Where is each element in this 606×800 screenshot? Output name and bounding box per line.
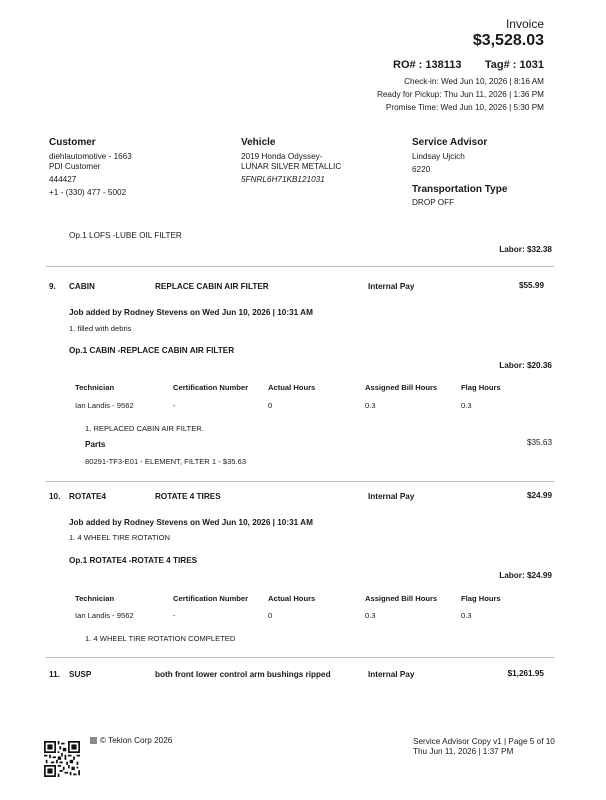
customer-label: Customer: [49, 137, 96, 148]
advisor-label: Service Advisor: [412, 137, 488, 148]
job-note: 1. filled with debris: [69, 324, 132, 333]
qr-code-icon: [44, 741, 80, 777]
transport-label: Transportation Type: [412, 184, 508, 195]
copyright-text: © Tekion Corp 2026: [100, 736, 173, 745]
tekion-logo-icon: [90, 737, 97, 744]
ro-number: RO# : 138113: [393, 59, 462, 71]
job-completed-note: 1. 4 WHEEL TIRE ROTATION COMPLETED: [85, 634, 236, 643]
tech-header-actual: Actual Hours: [268, 594, 316, 603]
tech-header-flag: Flag Hours: [461, 594, 501, 603]
parts-total: $35.63: [526, 438, 552, 447]
job-description: REPLACE CABIN AIR FILTER: [155, 282, 269, 291]
vehicle-vin: 5FNRL6H71KB121031: [241, 175, 325, 184]
customer-type: PDI Customer: [49, 162, 101, 171]
divider: [46, 481, 554, 482]
vehicle-model: 2019 Honda Odyssey-: [241, 152, 323, 161]
customer-id: 444427: [49, 175, 77, 184]
job-amount: $24.99: [526, 491, 552, 500]
job-completed-note: 1. REPLACED CABIN AIR FILTER.: [85, 424, 204, 433]
tech-header-technician: Technician: [75, 594, 115, 603]
tech-bill: 0.3: [365, 401, 376, 410]
invoice-total: $3,528.03: [472, 32, 544, 49]
job-code: SUSP: [69, 670, 92, 679]
customer-phone: +1 - (330) 477 - 5002: [49, 188, 127, 197]
op-lofs-title: Op.1 LOFS -LUBE OIL FILTER: [69, 231, 182, 240]
tech-header-cert: Certification Number: [173, 383, 249, 392]
op-labor: Labor: $24.99: [499, 571, 552, 580]
invoice-title: Invoice: [505, 17, 544, 31]
checkin-time: Check-in: Wed Jun 10, 2026 | 8:16 AM: [404, 77, 544, 86]
divider: [46, 266, 554, 267]
job-description: ROTATE 4 TIRES: [155, 492, 221, 501]
op-title: Op.1 CABIN -REPLACE CABIN AIR FILTER: [69, 346, 235, 355]
vehicle-color: LUNAR SILVER METALLIC: [241, 162, 342, 171]
tech-header-bill: Assigned Bill Hours: [365, 594, 438, 603]
job-number: 11.: [49, 670, 60, 679]
tech-flag: 0.3: [461, 401, 472, 410]
job-amount: $1,261.95: [507, 669, 544, 678]
ready-time: Ready for Pickup: Thu Jun 11, 2026 | 1:36 PM: [376, 90, 544, 99]
job-note: 1. 4 WHEEL TIRE ROTATION: [69, 533, 170, 542]
job-description: both front lower control arm bushings ripped: [155, 670, 331, 679]
tech-header-bill: Assigned Bill Hours: [365, 383, 438, 392]
tech-header-actual: Actual Hours: [268, 383, 316, 392]
tech-name: Ian Landis - 9562: [75, 611, 134, 620]
transport-value: DROP OFF: [412, 198, 455, 207]
printed-time: Thu Jun 11, 2026 | 1:37 PM: [413, 747, 514, 756]
tech-flag: 0.3: [461, 611, 472, 620]
job-pay-type: Internal Pay: [368, 492, 415, 501]
job-amount: $55.99: [518, 281, 544, 290]
tech-header-technician: Technician: [75, 383, 115, 392]
promise-time: Promise Time: Wed Jun 10, 2026 | 5:30 PM: [385, 103, 544, 112]
divider: [46, 657, 554, 658]
op-title: Op.1 ROTATE4 -ROTATE 4 TIRES: [69, 556, 198, 565]
job-code: ROTATE4: [69, 492, 106, 501]
advisor-name: Lindsay Ujcich: [412, 152, 465, 161]
job-pay-type: Internal Pay: [368, 282, 415, 291]
tech-header-flag: Flag Hours: [461, 383, 501, 392]
tech-cert: -: [173, 611, 176, 620]
tech-name: Ian Landis - 9562: [75, 401, 134, 410]
tech-header-cert: Certification Number: [173, 594, 249, 603]
tech-actual: 0: [268, 401, 273, 410]
customer-name: diehlautomotive - 1663: [49, 152, 132, 161]
job-number: 9.: [49, 282, 56, 291]
tech-actual: 0: [268, 611, 273, 620]
job-pay-type: Internal Pay: [368, 670, 415, 679]
job-number: 10.: [49, 492, 61, 501]
tech-bill: 0.3: [365, 611, 376, 620]
job-added-by: Job added by Rodney Stevens on Wed Jun 10, 2026 | 10:31 AM: [69, 518, 313, 527]
op-labor: Labor: $20.36: [499, 361, 552, 370]
parts-label: Parts: [85, 440, 106, 449]
job-added-by: Job added by Rodney Stevens on Wed Jun 10, 2026 | 10:31 AM: [69, 308, 313, 317]
tag-number: Tag# : 1031: [484, 59, 544, 71]
copyright: [90, 736, 172, 745]
part-line: 80291-TF3-E01 - ELEMENT, FILTER 1 - $35.63: [85, 457, 247, 466]
job-code: CABIN: [69, 282, 95, 291]
op-lofs-labor: Labor: $32.38: [499, 245, 552, 254]
tech-cert: -: [173, 401, 176, 410]
advisor-number: 6220: [412, 165, 431, 174]
vehicle-label: Vehicle: [241, 137, 276, 148]
copy-info: Service Advisor Copy v1 | Page 5 of 10: [413, 737, 555, 746]
